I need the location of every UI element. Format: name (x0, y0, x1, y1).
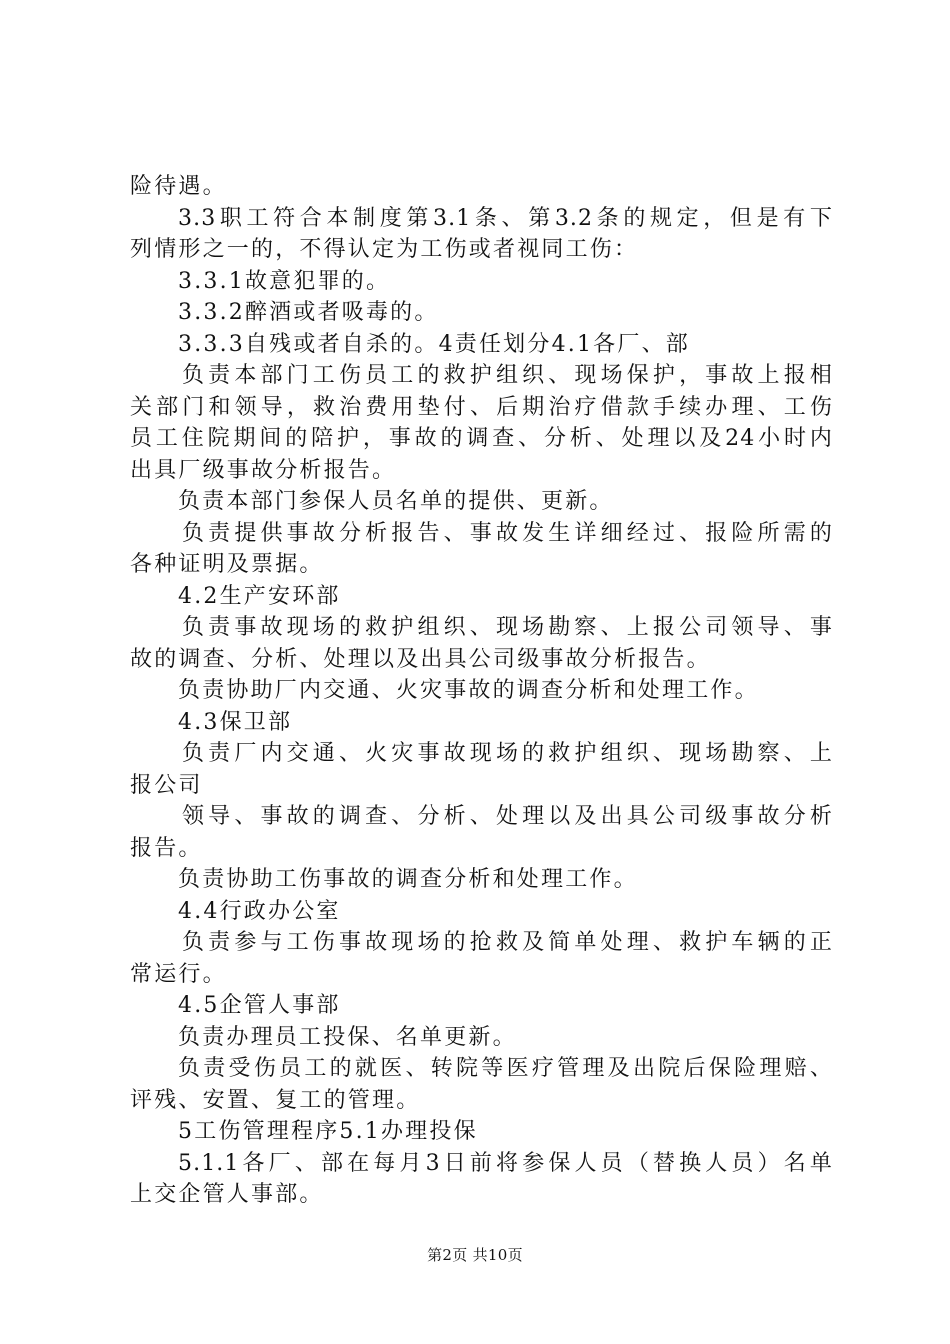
text-line: 故的调查、分析、处理以及出具公司级事故分析报告。 (130, 646, 711, 672)
text-line: 报公司 (130, 772, 203, 798)
text-line: 各种证明及票据。 (130, 552, 324, 577)
text-line: 4.2生产安环部 (178, 583, 341, 609)
text-line: 3.3.2醉酒或者吸毒的。 (178, 300, 439, 325)
text-line: 负责本部门工伤员工的救护组织、现场保护，事故上报相 (182, 363, 833, 388)
text-line: 3.3.3自残或者自杀的。4责任划分4.1各厂、部 (178, 331, 690, 357)
text-line: 负责提供事故分析报告、事故发生详细经过、报险所需的 (182, 520, 833, 546)
text-line: 出具厂级事故分析报告。 (130, 457, 397, 483)
text-line: 评残、安置、复工的管理。 (130, 1087, 421, 1113)
text-line: 3.3.1故意犯罪的。 (178, 268, 391, 294)
text-line: 常运行。 (130, 961, 227, 987)
text-line: 负责事故现场的救护组织、现场勘察、上报公司领导、事 (182, 615, 833, 640)
text-line: 报告。 (130, 835, 203, 861)
text-line: 负责参与工伤事故现场的抢救及简单处理、救护车辆的正 (182, 930, 833, 955)
text-line: 负责协助厂内交通、火灾事故的调查分析和处理工作。 (178, 678, 759, 703)
text-line: 5.1.1各厂、部在每月3日前将参保人员（替换人员）名单 (178, 1150, 833, 1176)
document-body (130, 171, 833, 1211)
text-line: 列情形之一的，不得认定为工伤或者视同工伤： (130, 237, 639, 262)
text-line: 负责本部门参保人员名单的提供、更新。 (178, 489, 614, 514)
text-line: 险待遇。 (130, 174, 227, 199)
text-line: 负责受伤员工的就医、转院等医疗管理及出院后保险理赔、 (178, 1056, 833, 1081)
page-footer: 第2页 共10页 (427, 1246, 523, 1264)
text-line: 负责办理员工投保、名单更新。 (178, 1024, 517, 1050)
text-line: 负责协助工伤事故的调查分析和处理工作。 (178, 867, 638, 892)
text-line: 关部门和领导，救治费用垫付、后期治疗借款手续办理、工伤 (130, 394, 833, 420)
text-line: 领导、事故的调查、分析、处理以及出具公司级事故分析 (182, 804, 833, 829)
text-line: 负责厂内交通、火灾事故现场的救护组织、现场勘察、上 (182, 741, 833, 766)
text-line: 上交企管人事部。 (130, 1182, 324, 1207)
text-line: 3.3职工符合本制度第3.1条、第3.2条的规定，但是有下 (178, 205, 833, 231)
text-line: 5工伤管理程序5.1办理投保 (178, 1119, 478, 1144)
text-line: 4.3保卫部 (178, 709, 293, 735)
text-line: 4.4行政办公室 (178, 898, 341, 924)
text-line: 4.5企管人事部 (178, 993, 341, 1018)
text-line: 员工住院期间的陪护，事故的调查、分析、处理以及24小时内 (130, 426, 833, 451)
